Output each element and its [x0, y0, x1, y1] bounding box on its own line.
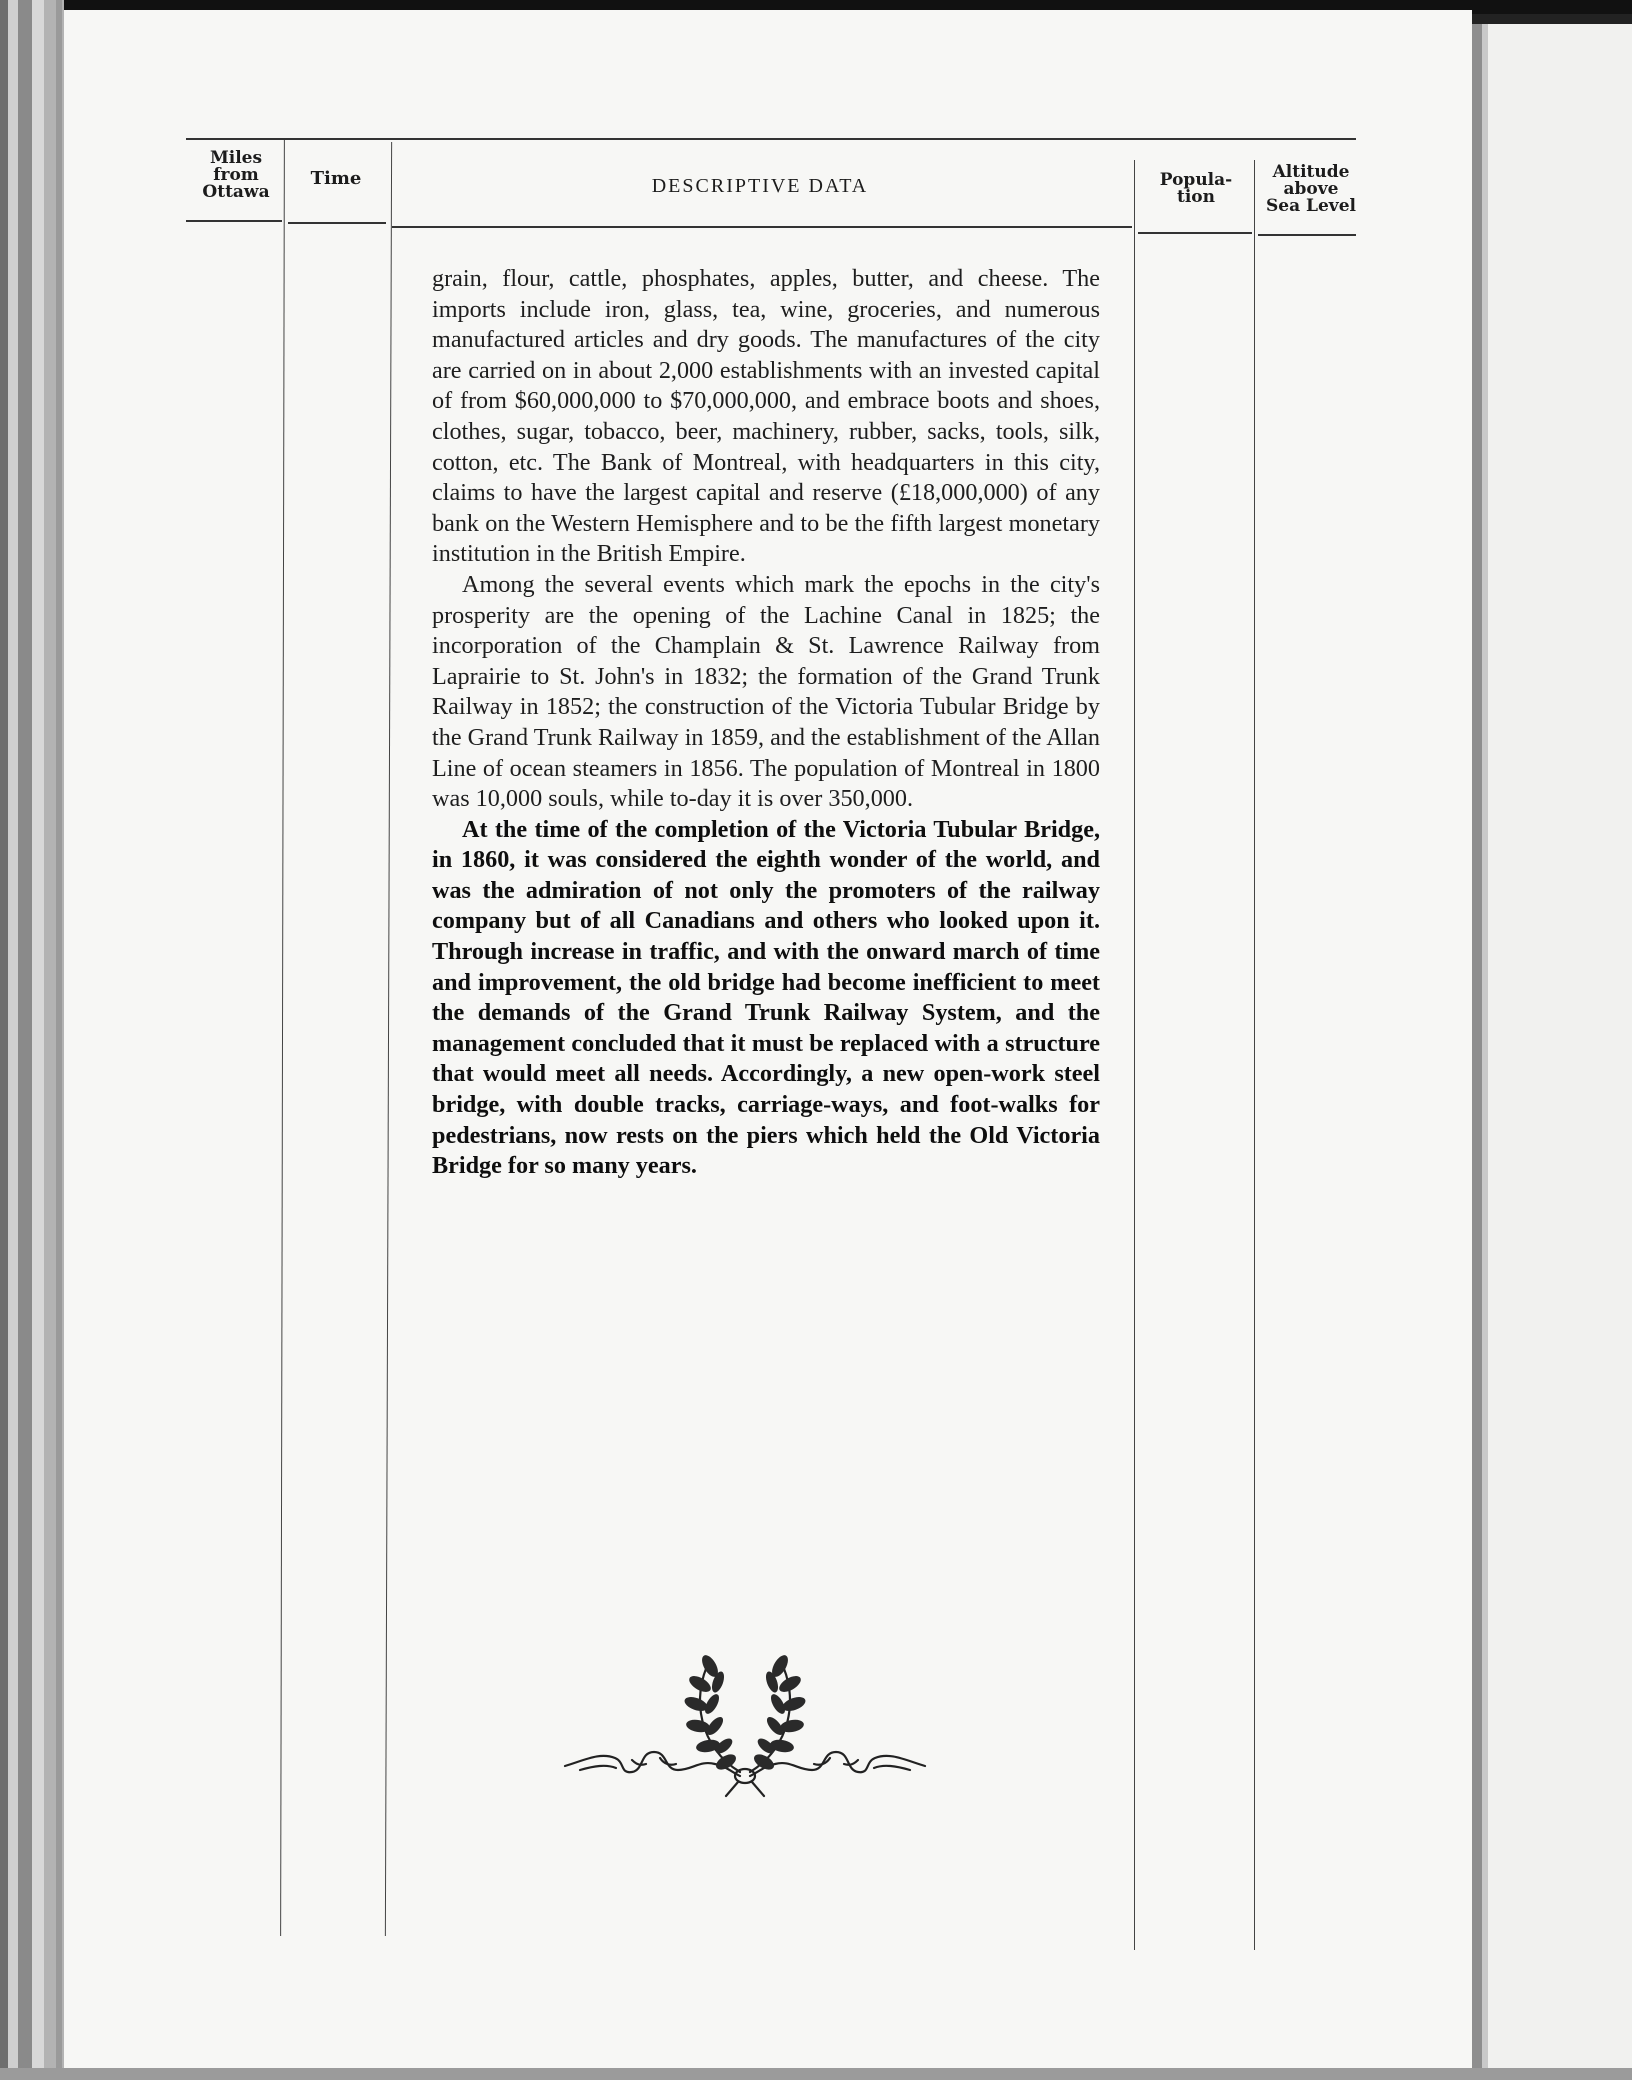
header-line: above	[1283, 179, 1339, 199]
header-bottom-rule	[1138, 232, 1252, 234]
header-altitude	[1256, 164, 1366, 215]
page-edge	[32, 0, 44, 2080]
page-fold	[1472, 24, 1482, 2080]
table-top-rule	[186, 138, 1356, 140]
header-population	[1146, 172, 1246, 206]
laurel-wreath-ornament	[560, 1648, 930, 1808]
page-edge	[18, 0, 32, 2080]
binding-edge	[0, 0, 8, 2080]
page-edge	[56, 0, 62, 2080]
descriptive-text	[432, 264, 1100, 1182]
header-time: Time	[310, 168, 362, 189]
header-bottom-rule	[392, 226, 1132, 228]
page-edge	[8, 0, 18, 2080]
page-fold	[1482, 24, 1488, 2080]
header-miles-from-ottawa	[186, 150, 286, 201]
header-bottom-rule	[288, 222, 386, 224]
header-bottom-rule	[186, 220, 282, 222]
column-divider	[1134, 160, 1135, 1950]
scan-bottom-edge	[0, 2068, 1632, 2080]
header-descriptive-data: DESCRIPTIVE DATA	[651, 175, 869, 197]
header-line: Popula-	[1159, 170, 1233, 190]
facing-page-edge	[1472, 24, 1632, 2080]
header-line: Altitude	[1272, 162, 1350, 182]
header-line: from	[213, 165, 259, 185]
header-line: Sea Level	[1266, 196, 1356, 216]
header-line: Ottawa	[202, 182, 270, 202]
paragraph: Among the several events which mark the epochs in the city's prosperity are the opening of the Lachine Canal in 1825; the incorporation of the Champlain & St. Lawrence Railway from Laprairie to St. John's in 1832; the formation of the Grand Trunk Railway in 1852; the construction of the Victoria Tubular Bridge by the Grand Trunk Railway in 1859, and the establishment of the Allan Line of ocean steamers in 1856. The population of Montreal in 1800 was 10,000 souls, while to-day it is over 350,000.	[432, 570, 1100, 813]
column-divider	[1254, 160, 1255, 1950]
paragraph: At the time of the completion of the Victoria Tubular Bridge, in 1860, it was considered the eighth wonder of the world, and was the admiration of not only the promoters of the railway company but of all Canadians and others who looked upon it. Through increase in traffic, and with the onward march of time and improvement, the old bridge had become inefficient to meet the demands of the Grand Trunk Railway System, and the management concluded that it must be replaced with a structure that would meet all needs. Accordingly, a new open-work steel bridge, with double tracks, carriage-ways, and foot-walks for pedestrians, now rests on the piers which held the Old Victoria Bridge for so many years.	[432, 815, 1100, 1180]
header-bottom-rule	[1258, 234, 1356, 236]
header-line: Miles	[209, 148, 263, 168]
header-line: tion	[1176, 187, 1215, 207]
paragraph: grain, flour, cattle, phosphates, apples, butter, and cheese. The imports include iron, glass, tea, wine, groceries, and numerous manufactured articles and dry goods. The manufactures of the city are carried on in about 2,000 establishments with an invested capital of from $60,000,000 to $70,000,000, and embrace boots and shoes, clothes, sugar, tobacco, beer, machinery, rubber, sacks, tools, silk, cotton, etc. The Bank of Montreal, with headquarters in this city, claims to have the largest capital and reserve (£18,000,000) of any bank on the Western Hemisphere and to be the fifth largest monetary institution in the British Empire.	[432, 265, 1100, 568]
